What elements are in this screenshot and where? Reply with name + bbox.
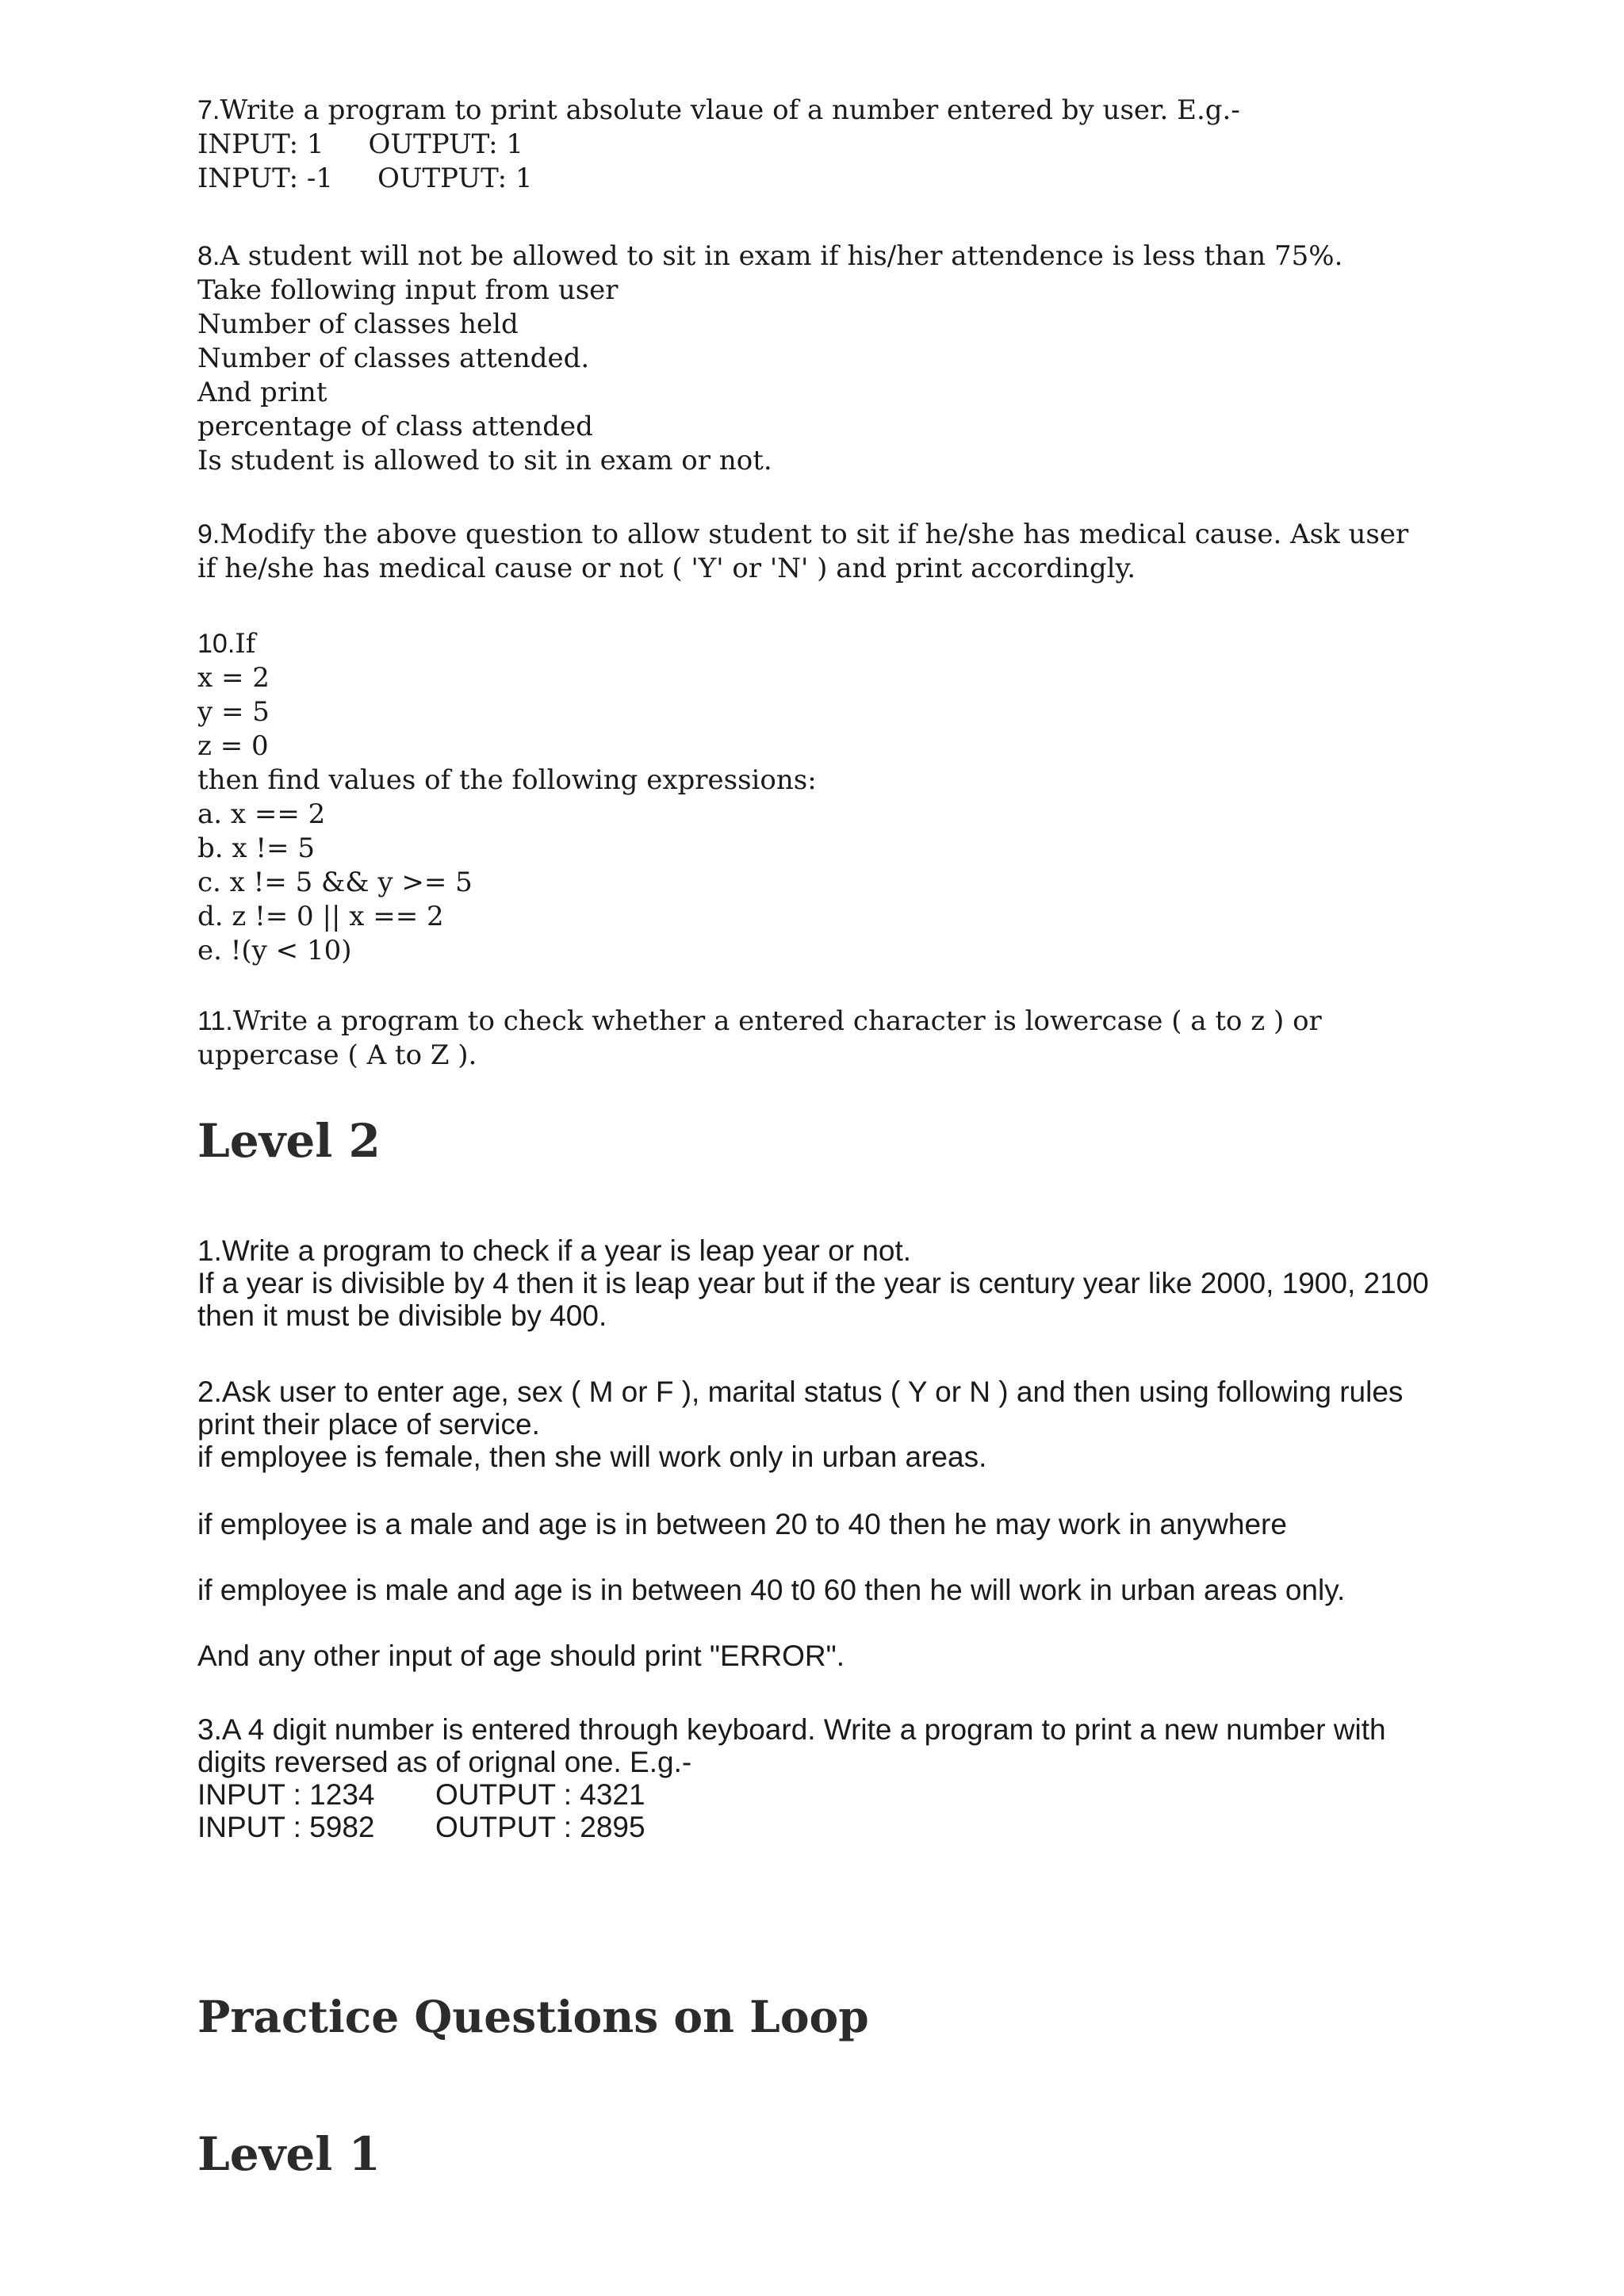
question-number: 10. xyxy=(197,629,236,659)
question-line: percentage of class attended xyxy=(197,411,593,442)
question-line: Is student is allowed to sit in exam or not. xyxy=(197,445,772,476)
question-9 xyxy=(197,518,1434,586)
question-text: If xyxy=(235,628,256,660)
question-number: 9. xyxy=(197,519,220,549)
question-line: then it must be divisible by 400. xyxy=(197,1299,607,1332)
expression-line: e. !(y < 10) xyxy=(197,935,352,966)
rule-line: if employee is male and age is in between 40 t0 60 then he will work in urban areas only. xyxy=(197,1574,1346,1606)
question-line: Number of classes held xyxy=(197,308,519,340)
level-2-question-2 xyxy=(197,1376,1450,1473)
question-line: Take following input from user xyxy=(197,274,619,306)
question-10 xyxy=(197,627,1450,968)
example-input: INPUT: -1 xyxy=(197,163,333,194)
example-input: INPUT : 5982 xyxy=(197,1811,375,1843)
question-11 xyxy=(197,1004,1442,1073)
question-line: And print xyxy=(197,377,327,408)
expression-line: y = 5 xyxy=(197,696,270,728)
question-line: print their place of service. xyxy=(197,1408,540,1441)
level-2-heading: Level 2 xyxy=(197,1114,381,1168)
question-number: 11. xyxy=(197,1006,233,1036)
question-text: Modify the above question to allow student to sit if he/she has medical cause. Ask user if he/she has medical cause or not ( 'Y' or 'N' ) and print accordingly. xyxy=(197,519,1409,584)
question-line: Number of classes attended. xyxy=(197,342,590,374)
expression-line: a. x == 2 xyxy=(197,798,326,830)
question-line: if employee is female, then she will work only in urban areas. xyxy=(197,1441,987,1473)
question-text: Write a program to print absolute vlaue of a number entered by user. E.g.- xyxy=(220,94,1240,126)
level-2-question-1 xyxy=(197,1234,1450,1332)
example-input: INPUT : 1234 xyxy=(197,1778,375,1811)
expression-line: x = 2 xyxy=(197,662,270,694)
expression-line: then find values of the following expressions: xyxy=(197,764,817,796)
question-line: 1.Write a program to check if a year is leap year or not. xyxy=(197,1234,912,1267)
example-output: OUTPUT : 4321 xyxy=(435,1778,645,1811)
question-number: 7. xyxy=(197,95,220,125)
expression-line: z = 0 xyxy=(197,730,269,762)
question-line: 2.Ask user to enter age, sex ( M or F ), marital status ( Y or N ) and then using following rules xyxy=(197,1376,1404,1408)
level-1-heading: Level 1 xyxy=(197,2127,381,2181)
question-text: A student will not be allowed to sit in exam if his/her attendence is less than 75%. xyxy=(220,240,1343,272)
question-line: digits reversed as of orignal one. E.g.- xyxy=(197,1746,692,1778)
expression-line: d. z != 0 || x == 2 xyxy=(197,901,444,932)
rule-line: if employee is a male and age is in between 20 to 40 then he may work in anywhere xyxy=(197,1508,1287,1540)
question-line: If a year is divisible by 4 then it is leap year but if the year is century year like 2000, 1900, 2100 xyxy=(197,1267,1429,1299)
rule-line: And any other input of age should print "ERROR". xyxy=(197,1640,845,1672)
loop-section-heading: Practice Questions on Loop xyxy=(197,1991,869,2042)
question-line: 3.A 4 digit number is entered through keyboard. Write a program to print a new number with xyxy=(197,1713,1386,1746)
example-output: OUTPUT: 1 xyxy=(368,128,523,160)
example-output: OUTPUT: 1 xyxy=(377,163,533,194)
expression-line: c. x != 5 && y >= 5 xyxy=(197,867,473,898)
question-7 xyxy=(197,94,1450,196)
expression-line: b. x != 5 xyxy=(197,832,315,864)
question-text: Write a program to check whether a entered character is lowercase ( a to z ) or uppercase ( A to Z ). xyxy=(197,1005,1322,1071)
level-2-question-3 xyxy=(197,1713,1450,1843)
question-8 xyxy=(197,239,1450,478)
example-output: OUTPUT : 2895 xyxy=(435,1811,645,1843)
example-input: INPUT: 1 xyxy=(197,128,324,160)
question-number: 8. xyxy=(197,241,220,271)
